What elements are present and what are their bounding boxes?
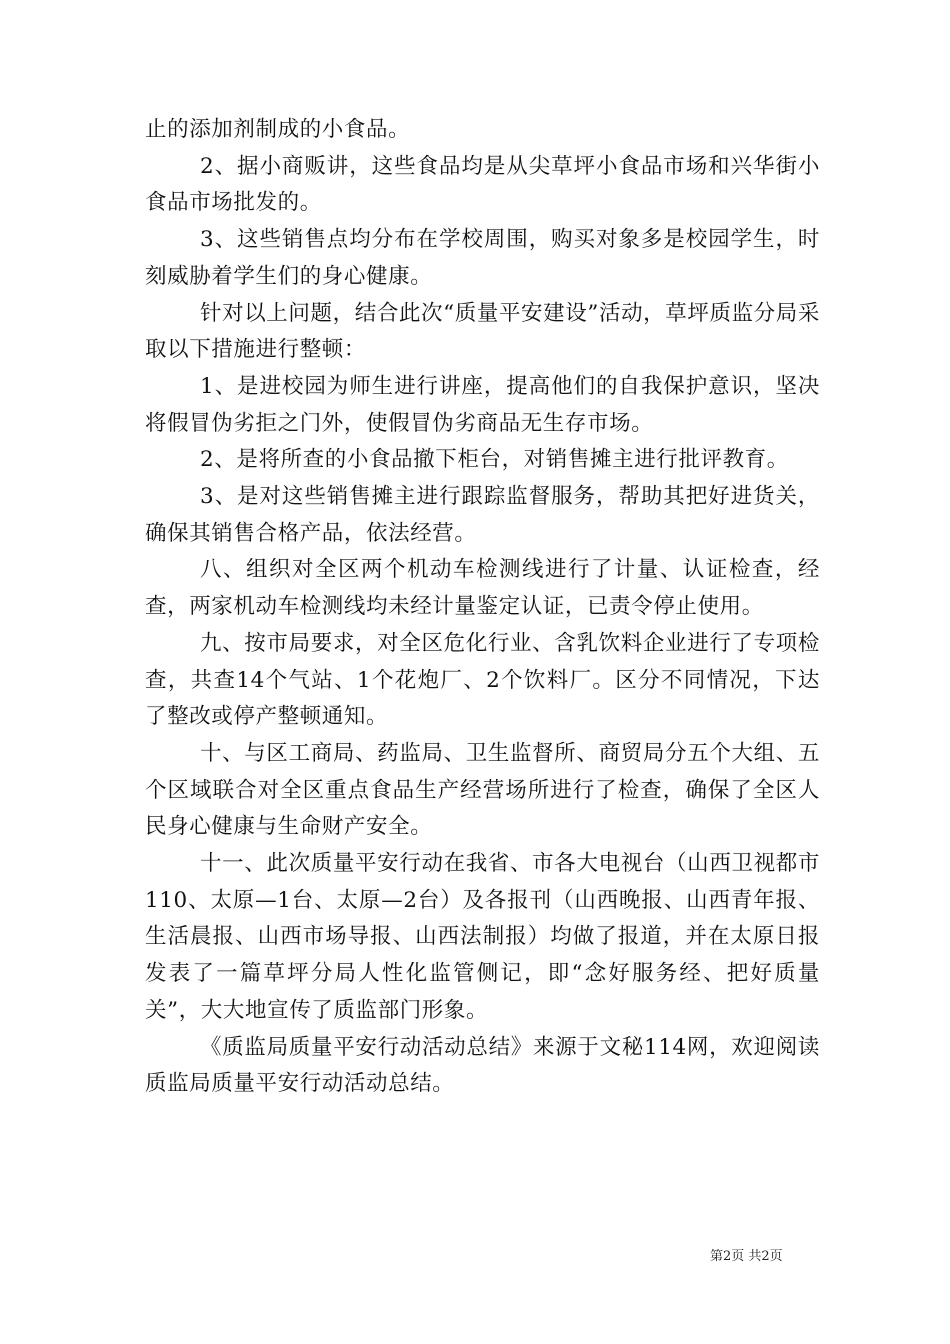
paragraph: 2、据小商贩讲，这些食品均是从尖草坪小食品市场和兴华街小食品市场批发的。 [145,153,820,216]
paragraph: 2、是将所查的小食品撤下柜台，对销售摊主进行批评教育。 [200,447,789,473]
page-number-footer: 第2页 共2页 [710,1249,783,1264]
paragraph: 3、是对这些销售摊主进行跟踪监督服务，帮助其把好进货关，确保其销售合格产品，依法经营。 [145,484,820,546]
paragraph: 八、组织对全区两个机动车检测线进行了计量、认证检查，经查，两家机动车检测线均未经计量鉴定认证，已责令停止使用。 [145,557,820,620]
paragraph: 九、按市局要求，对全区危化行业、含乳饮料企业进行了专项检查，共查14个气站、1个花炮厂、2个饮料厂。区分不同情况，下达了整改或停产整顿通知。 [145,630,820,730]
paragraph: 十一、此次质量平安行动在我省、市各大电视台（山西卫视都市110、太原—1台、太原—2台）及各报刊（山西晚报、山西青年报、生活晨报、山西市场导报、山西法制报）均做了报道，并在太原日报发表了一篇草坪分局人性化监管侧记，即“念好服务经、把好质量关”，大大地宣传了质监部门形象。 [145,851,820,1023]
document-body [145,112,820,1103]
paragraph: 针对以上问题，结合此次“质量平安建设”活动，草坪质监分局采取以下措施进行整顿： [145,300,820,363]
paragraph: 止的添加剂制成的小食品。 [145,117,411,142]
paragraph: 3、这些销售点均分布在学校周围，购买对象多是校园学生，时刻威胁着学生们的身心健康。 [145,227,820,289]
paragraph: 1、是进校园为师生进行讲座，提高他们的自我保护意识，坚决将假冒伪劣拒之门外，使假冒伪劣商品无生存市场。 [145,373,820,436]
paragraph: 十、与区工商局、药监局、卫生监督所、商贸局分五个大组、五个区域联合对全区重点食品生产经营场所进行了检查，确保了全区人民身心健康与生命财产安全。 [145,740,820,840]
paragraph: 《质监局质量平安行动活动总结》来源于文秘114网，欢迎阅读质监局质量平安行动活动总结。 [145,1034,820,1097]
